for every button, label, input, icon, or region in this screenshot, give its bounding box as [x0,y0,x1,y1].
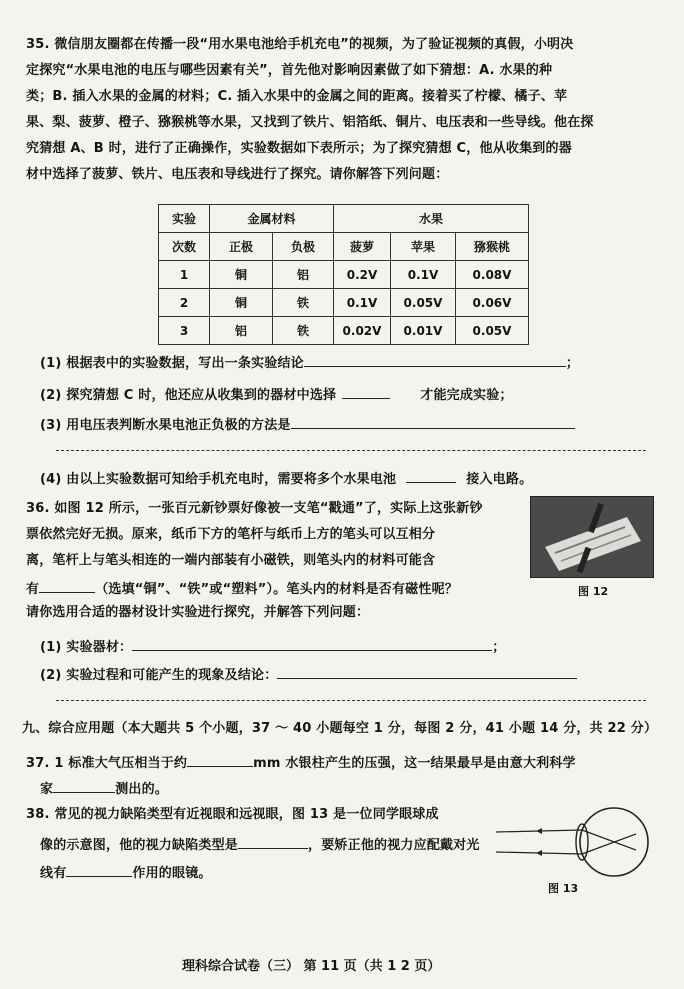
q35-line-1: 35. 微信朋友圈都在传播一段“用水果电池给手机充电”的视频，为了验证视频的真假，小明决 [26,37,574,52]
q35-part-4-end: 接入电路。 [466,472,533,487]
header-fruit-2: 苹果 [391,233,456,261]
q36-line-3: 离，笔杆上与笔头相连的一端内部装有小磁铁，则笔头内的材料可能含 [26,553,436,568]
q35-part-2 [40,384,513,405]
q37-line-2 [40,778,168,799]
positive-metal: 铝 [210,317,273,345]
q36-part-2-text: (2) 实验过程和可能产生的现象及结论： [40,668,278,683]
q35-line-4: 果、梨、菠萝、橙子、猕猴桃等水果，又找到了铁片、铝箔纸、铜片、电压表和一些导线。他在探 [26,115,594,130]
voltage-value: 0.01V [391,317,456,345]
header-fruit-3: 猕猴桃 [456,233,529,261]
header-count: 次数 [159,233,210,261]
answer-blank-q37-scientist[interactable] [53,778,115,793]
header-metal-material: 金属材料 [210,205,334,233]
q35-line-6: 材中选择了菠萝、铁片、电压表和导线进行了探究。请你解答下列问题： [26,167,449,182]
trial-number: 1 [159,261,210,289]
q38-line-1: 38. 常见的视力缺陷类型有近视眼和远视眼，图 13 是一位同学眼球成 [26,807,439,822]
voltage-value: 0.1V [391,261,456,289]
q36-line-4-start: 有 [26,582,40,597]
q35-line-5: 究猜想 A、B 时，进行了正确操作，实验数据如下表所示；为了探究猜想 C，他从收集到的器 [26,141,572,156]
q35-part-1 [40,352,579,373]
answer-blank-q36-2[interactable] [277,664,577,679]
answer-blank-q35-1[interactable] [304,352,566,367]
q35-line-2: 定探究“水果电池的电压与哪些因素有关”，首先他对影响因素做了如下猜想：A. 水果的种 [26,63,553,78]
negative-metal: 铁 [273,317,334,345]
positive-metal: 铜 [210,261,273,289]
q35-part-2-end: 才能完成实验； [420,388,513,403]
voltage-value: 0.1V [334,289,391,317]
q36-part-1 [40,636,505,657]
q37-text-c: 家 [40,782,54,797]
header-trial: 实验 [159,205,210,233]
voltage-value: 0.05V [391,289,456,317]
table-row [159,289,529,317]
q38-text-e: 作用的眼镜。 [132,866,212,881]
answer-blank-q37-value[interactable] [187,752,253,767]
q35-line-3: 类；B. 插入水果的金属的材料；C. 插入水果中的金属之间的距离。接着买了柠檬、橘子、苹 [26,89,568,104]
q36-line-1: 36. 如图 12 所示，一张百元新钞票好像被一支笔“戳通”了，实际上这张新钞 [26,501,483,516]
table-row [159,261,529,289]
header-negative: 负极 [273,233,334,261]
answer-blank-q35-2[interactable] [342,384,390,399]
q37-text-b: mm 水银柱产生的压强，这一结果最早是由意大利科学 [253,756,576,771]
header-fruit: 水果 [334,205,529,233]
header-fruit-1: 菠萝 [334,233,391,261]
voltage-value: 0.2V [334,261,391,289]
answer-line-q35-3[interactable] [56,450,646,451]
positive-metal: 铜 [210,289,273,317]
q38-text-c: ，要矫正他的视力应配戴对光 [308,838,480,853]
figure-13-eye-diagram [496,804,656,884]
answer-blank-q36-1[interactable] [132,636,492,651]
q36-line-4 [26,578,458,599]
negative-metal: 铁 [273,289,334,317]
voltage-value: 0.02V [334,317,391,345]
figure-12-caption: 图 12 [578,585,609,598]
q38-text-b: 像的示意图，他的视力缺陷类型是 [40,838,239,853]
answer-blank-q35-3[interactable] [291,414,575,429]
banknote-pen-icon [531,497,653,577]
q35-part-4-text: (4) 由以上实验数据可知给手机充电时，需要将多个水果电池 [40,472,397,487]
q38-line-3 [40,862,212,883]
voltage-value: 0.05V [456,317,529,345]
q35-part-3 [40,414,575,435]
table-row [159,317,529,345]
answer-line-q36-2[interactable] [56,700,646,701]
answer-blank-q36-material[interactable] [39,578,95,593]
answer-blank-q38-effect[interactable] [66,862,132,877]
q35-part-1-end: ； [565,356,580,371]
q38-text-d: 线有 [40,866,67,881]
page-footer: 理科综合试卷（三） 第 11 页（共 1 2 页） [182,959,441,974]
answer-blank-q38-defect[interactable] [238,834,308,849]
q36-line-4-end: （选填“铜”、“铁”或“塑料”）。笔头内的材料是否有磁性呢？ [95,582,458,597]
q36-part-1-text: (1) 实验器材： [40,640,133,655]
experiment-data-table [158,204,529,345]
header-positive: 正极 [210,233,273,261]
figure-13-caption: 图 13 [548,882,579,895]
q35-part-1-text: (1) 根据表中的实验数据，写出一条实验结论 [40,356,304,371]
q36-part-2 [40,664,577,685]
q37-line-1 [26,752,576,773]
q36-part-1-end: ； [492,640,506,655]
q35-part-3-text: (3) 用电压表判断水果电池正负极的方法是 [40,418,291,433]
q35-part-4 [40,468,532,489]
q36-line-2: 票依然完好无损。原来，纸币下方的笔杆与纸币上方的笔头可以互相分 [26,527,436,542]
trial-number: 2 [159,289,210,317]
eye-ray-diagram-icon [496,804,656,880]
q37-text-d: 测出的。 [115,782,169,797]
voltage-value: 0.06V [456,289,529,317]
q36-line-5: 请你选用合适的器材设计实验进行探究，并解答下列问题： [26,605,370,620]
q35-part-2-text: (2) 探究猜想 C 时，他还应从收集到的器材中选择 [40,388,337,403]
figure-12-banknote-pen-photo [530,496,654,578]
section-9-heading: 九、综合应用题（本大题共 5 个小题，37 ～ 40 小题每空 1 分，每图 2 分，41 小题 14 分，共 22 分） [22,721,658,736]
trial-number: 3 [159,317,210,345]
q37-text-a: 37. 1 标准大气压相当于约 [26,756,188,771]
voltage-value: 0.08V [456,261,529,289]
q38-line-2 [40,834,480,855]
answer-blank-q35-4[interactable] [406,468,456,483]
negative-metal: 铝 [273,261,334,289]
